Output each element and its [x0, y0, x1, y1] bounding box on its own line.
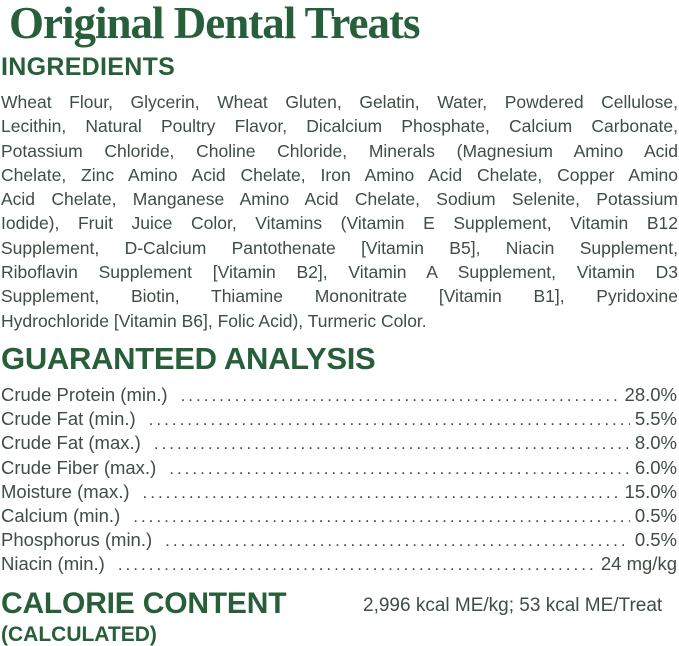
analysis-value: 15.0%	[624, 480, 677, 502]
analysis-label: Crude Fiber (max.)	[1, 456, 157, 478]
ingredients-line: Riboflavin Supplement [Vitamin B2], Vitamin A Supplement, Vitamin D3	[1, 262, 678, 283]
dot-leader	[169, 459, 630, 479]
calorie-content-heading	[1, 588, 286, 646]
analysis-label: Niacin (min.)	[1, 553, 105, 575]
analysis-row	[1, 553, 677, 577]
page-title: Original Dental Treats	[9, 0, 420, 48]
ingredients-heading: INGREDIENTS	[1, 53, 176, 81]
ingredients-line: Wheat Flour, Glycerin, Wheat Gluten, Gelatin, Water, Powdered Cellulose,	[1, 92, 678, 112]
analysis-value: 0.5%	[634, 504, 677, 526]
calorie-content-value: 2,996 kcal ME/kg; 53 kcal ME/Treat	[363, 595, 663, 616]
guaranteed-analysis-heading: GUARANTEED ANALYSIS	[1, 341, 376, 376]
analysis-label: Calcium (min.)	[1, 504, 121, 526]
ingredients-line: Supplement, Biotin, Thiamine Mononitrate [Vitamin B1], Pyridoxine	[1, 286, 678, 307]
guaranteed-analysis-table	[1, 384, 677, 578]
analysis-label: Moisture (max.)	[1, 480, 130, 502]
dot-leader	[133, 507, 630, 527]
analysis-row	[1, 457, 677, 481]
dot-leader	[149, 410, 630, 430]
analysis-row	[1, 384, 677, 408]
analysis-row	[1, 408, 677, 432]
ingredients-line: Potassium Chloride, Choline Chloride, Minerals (Magnesium Amino Acid	[1, 140, 678, 161]
ingredients-line: Supplement, D-Calcium Pantothenate [Vitamin B5], Niacin Supplement,	[1, 237, 678, 258]
ingredients-line: Iodide), Fruit Juice Color, Vitamins (Vitamin E Supplement, Vitamin B12	[1, 213, 678, 234]
dot-leader	[181, 386, 620, 406]
analysis-value: 6.0%	[634, 456, 677, 478]
analysis-row	[1, 529, 677, 553]
calorie-content-heading-line1: CALORIE CONTENT	[1, 587, 287, 620]
analysis-row	[1, 505, 677, 529]
analysis-value: 0.5%	[634, 529, 677, 551]
ingredients-paragraph	[1, 90, 678, 333]
dot-leader	[154, 434, 630, 454]
dot-leader	[118, 555, 596, 575]
dot-leader	[165, 531, 630, 551]
ingredients-line: Chelate, Zinc Amino Acid Chelate, Iron Amino Acid Chelate, Copper Amino	[1, 164, 678, 185]
analysis-value: 28.0%	[624, 384, 677, 405]
ingredients-line: Hydrochloride [Vitamin B6], Folic Acid), Turmeric Color.	[1, 310, 427, 331]
dot-leader	[143, 483, 620, 503]
ingredients-line: Acid Chelate, Manganese Amino Acid Chelate, Sodium Selenite, Potassium	[1, 189, 678, 210]
ingredients-line: Lecithin, Natural Poultry Flavor, Dicalcium Phosphate, Calcium Carbonate,	[1, 116, 678, 137]
analysis-label: Crude Fat (min.)	[1, 408, 136, 430]
calorie-content-heading-line2: (CALCULATED)	[1, 623, 157, 646]
analysis-label: Phosphorus (min.)	[1, 529, 153, 551]
analysis-row	[1, 481, 677, 505]
analysis-label: Crude Fat (max.)	[1, 432, 141, 454]
analysis-row	[1, 432, 677, 456]
analysis-value: 5.5%	[634, 408, 677, 430]
analysis-value: 8.0%	[634, 432, 677, 454]
analysis-value: 24 mg/kg	[600, 553, 677, 575]
analysis-label: Crude Protein (min.)	[1, 384, 168, 405]
